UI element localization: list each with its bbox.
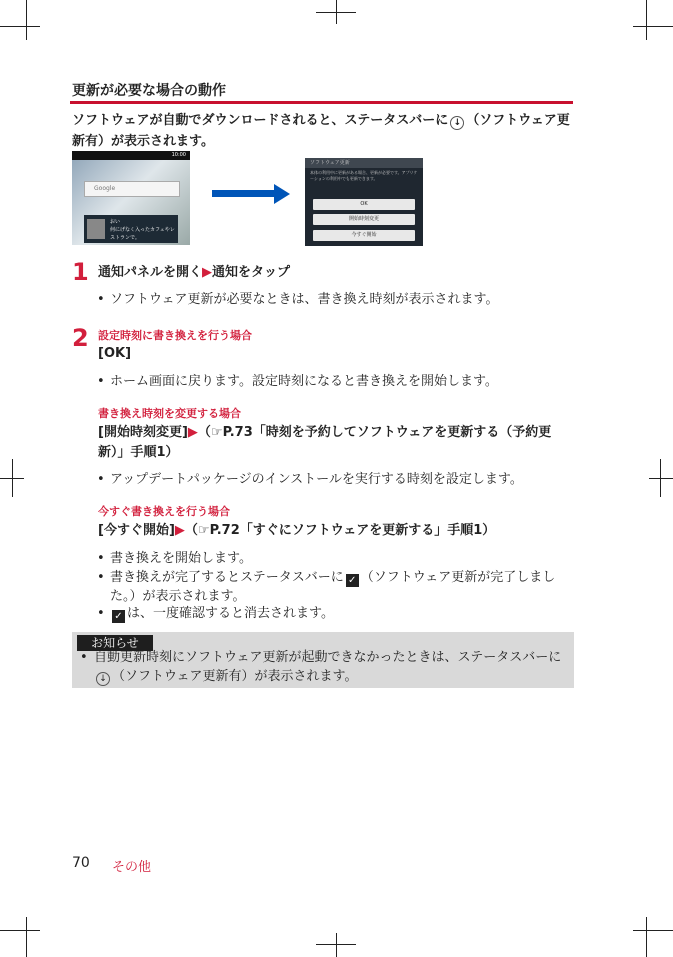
download-circle-icon: ↓: [96, 672, 110, 686]
command-text: （: [197, 425, 211, 440]
intro-text: [72, 110, 574, 152]
command-text: [今すぐ開始]: [98, 523, 175, 538]
notice-text-part: （ソフトウェア更新有）が表示されます。: [112, 669, 358, 684]
crop-mark: [649, 478, 673, 479]
status-bar: [72, 151, 190, 160]
bullet-item: [110, 568, 572, 606]
status-time: 10:00: [171, 152, 186, 158]
bullet-item: • アップデートパッケージのインストールを実行する時刻を設定します。: [110, 470, 572, 489]
command-label: [98, 521, 575, 541]
home-screen-screenshot: [72, 151, 190, 245]
arrow-right-head-icon: [274, 184, 290, 204]
crop-mark: [633, 930, 673, 931]
crop-mark: [336, 933, 337, 957]
crop-mark: [316, 944, 356, 945]
crop-mark: [0, 478, 24, 479]
crop-mark: [316, 12, 356, 13]
crop-mark: [0, 930, 40, 931]
section-title: 更新が必要な場合の動作: [72, 83, 226, 99]
dialog-start-now-button: 今すぐ開始: [313, 230, 415, 241]
step-number: 2: [72, 324, 89, 352]
dialog-body: 本体の利用中に更新がある場合、更新が必要です。アプリケーションの利用中でも更新できます。: [310, 170, 418, 181]
download-circle-icon: ↓: [450, 116, 464, 130]
step-title-part: 通知をタップ: [212, 265, 291, 280]
case-title: 書き換え時刻を変更する場合: [98, 407, 241, 420]
notification-item: [84, 215, 178, 243]
footer-section: その他: [112, 860, 152, 875]
notification-title: おい: [110, 219, 121, 225]
bullet-item: • ソフトウェア更新が必要なときは、書き換え時刻が表示されます。: [110, 290, 572, 309]
notice-box: [72, 632, 574, 688]
crop-mark: [26, 917, 27, 957]
triangle-right-icon: ▶: [187, 425, 198, 440]
reference-icon: ☞: [197, 523, 210, 538]
bullet-text: は、一度確認すると消去されます。: [127, 606, 334, 621]
dialog-title: ソフトウェア更新: [305, 158, 423, 168]
step-title-part: 通知パネルを開く: [98, 265, 203, 280]
update-dialog-screenshot: [305, 158, 423, 246]
notice-text-part: 自動更新時刻にソフトウェア更新が起動できなかったときは、ステータスバーに: [94, 650, 562, 665]
reference-icon: ☞: [210, 425, 223, 440]
command-label: [OK]: [98, 346, 132, 361]
notification-body: 何にげなく入ったカフェやレストランで。: [110, 227, 175, 241]
command-text: （: [184, 523, 198, 538]
page-reference: P.72「すぐにソフトウェアを更新する」手順1）: [209, 523, 496, 538]
update-complete-icon: ✓: [346, 574, 359, 587]
triangle-right-icon: ▶: [174, 523, 185, 538]
dialog-change-time-button: 開始時刻変更: [313, 214, 415, 225]
step-number: 1: [72, 258, 89, 286]
section-rule: [70, 101, 573, 104]
command-text: [開始時刻変更]: [98, 425, 188, 440]
notification-text: [110, 218, 176, 242]
page-reference: P.73「時刻を予約してソフトウェアを更新する（予約更新）」手順1）: [98, 425, 552, 460]
dialog-ok-button: OK: [313, 199, 415, 210]
crop-mark: [0, 26, 40, 27]
bullet-text: （ソフトウェア更新が完了しました。）が表示されます。: [110, 570, 556, 604]
arrow-right-icon: [212, 190, 276, 197]
case-title: 設定時刻に書き換えを行う場合: [98, 329, 252, 342]
notification-thumbnail: [87, 219, 105, 239]
crop-mark: [646, 0, 647, 40]
command-label: [98, 423, 575, 463]
crop-mark: [646, 917, 647, 957]
bullet-item: [110, 604, 572, 623]
notice-text: [94, 648, 564, 686]
bullet-item: • 書き換えを開始します。: [110, 549, 572, 568]
notice-label: お知らせ: [77, 635, 153, 651]
triangle-right-icon: ▶: [202, 265, 213, 280]
bullet-item: • ホーム画面に戻ります。設定時刻になると書き換えを開始します。: [110, 372, 572, 391]
intro-text-part: ソフトウェアが自動でダウンロードされると、ステータスバーに: [72, 113, 449, 128]
crop-mark: [633, 26, 673, 27]
crop-mark: [26, 0, 27, 40]
search-widget: Google: [84, 181, 180, 197]
intro-text-part: （ソフトウェア更新有）が表示されます。: [72, 113, 570, 149]
case-title: 今すぐ書き換えを行う場合: [98, 505, 230, 518]
step-title: [98, 263, 290, 282]
bullet-text: 書き換えが完了するとステータスバーに: [110, 570, 344, 585]
page-number: 70: [72, 855, 90, 871]
update-complete-icon: ✓: [112, 610, 125, 623]
